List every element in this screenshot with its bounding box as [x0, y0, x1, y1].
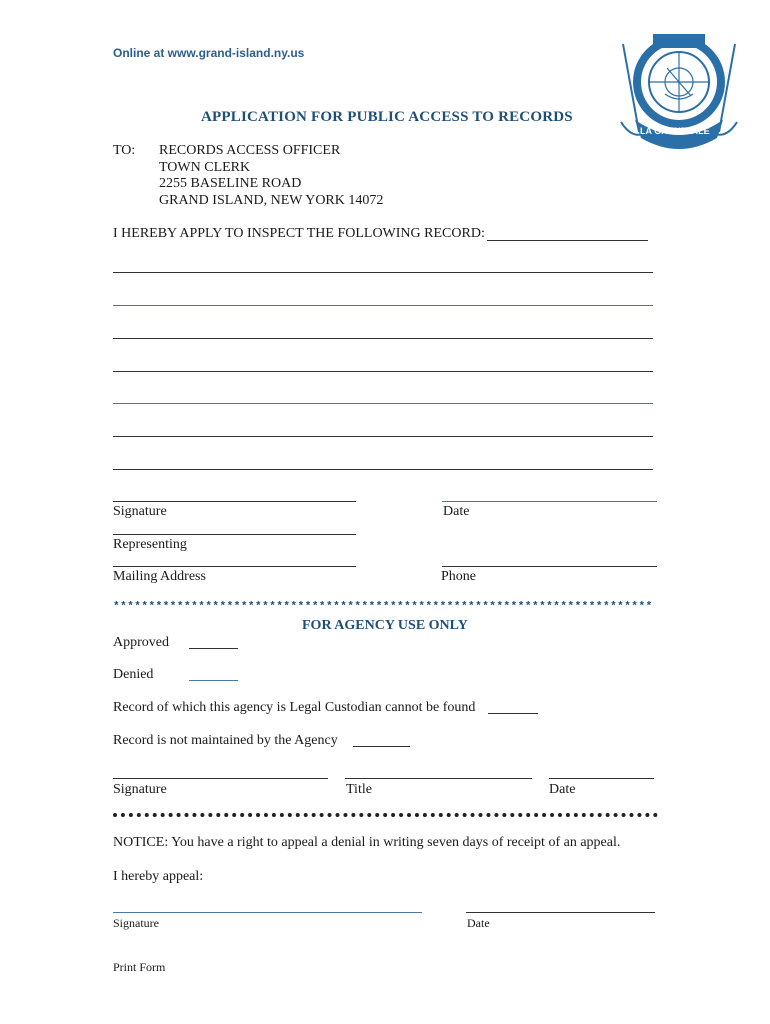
approved-field[interactable]: [189, 648, 238, 649]
star-separator: ****************************************************************************: [113, 601, 653, 613]
seal-motto-text: LA GRANDE ILE: [640, 126, 710, 136]
appeal-signature-field[interactable]: [113, 912, 422, 913]
seal-name-text: GRAND ISLAND: [642, 26, 696, 33]
agency-use-heading: FOR AGENCY USE ONLY: [302, 618, 468, 633]
custodian-not-found-label: Record of which this agency is Legal Custodian cannot be found: [113, 700, 476, 715]
to-label: TO:: [113, 143, 136, 158]
applicant-signature-field[interactable]: [113, 501, 356, 502]
record-description-line-4[interactable]: [113, 371, 653, 372]
agency-date-label: Date: [549, 782, 576, 797]
record-description-line-7[interactable]: [113, 469, 653, 470]
agency-title-field[interactable]: [345, 778, 532, 779]
appeal-date-label: Date: [467, 916, 490, 930]
address-line-2: TOWN CLERK: [159, 160, 251, 175]
phone-label: Phone: [441, 569, 476, 584]
form-title: APPLICATION FOR PUBLIC ACCESS TO RECORDS: [201, 109, 573, 125]
record-description-line-3[interactable]: [113, 338, 653, 339]
dotted-separator: [113, 813, 658, 817]
record-description-line-2[interactable]: [113, 305, 653, 306]
applicant-date-label: Date: [443, 504, 470, 519]
appeal-label: I hereby appeal:: [113, 869, 204, 884]
denied-label: Denied: [113, 667, 154, 682]
record-description-line-5[interactable]: [113, 403, 653, 404]
record-description-line-1[interactable]: [113, 272, 653, 273]
record-description-line-6[interactable]: [113, 436, 653, 437]
print-form-button[interactable]: Print Form: [113, 960, 166, 974]
phone-field[interactable]: [442, 566, 657, 567]
representing-label: Representing: [113, 537, 187, 552]
agency-date-field[interactable]: [549, 778, 654, 779]
not-maintained-field[interactable]: [353, 746, 410, 747]
address-line-1: RECORDS ACCESS OFFICER: [159, 143, 341, 158]
representing-field[interactable]: [113, 534, 356, 535]
agency-title-label: Title: [346, 782, 372, 797]
agency-signature-label: Signature: [113, 782, 167, 797]
not-maintained-label: Record is not maintained by the Agency: [113, 733, 338, 748]
mailing-address-field[interactable]: [113, 566, 356, 567]
appeal-notice: NOTICE: You have a right to appeal a denial in writing seven days of receipt of an appeal.: [113, 835, 621, 850]
approved-label: Approved: [113, 635, 169, 650]
website-link[interactable]: Online at www.grand-island.ny.us: [113, 46, 305, 60]
agency-signature-field[interactable]: [113, 778, 328, 779]
address-line-3: 2255 BASELINE ROAD: [159, 176, 302, 191]
mailing-address-label: Mailing Address: [113, 569, 206, 584]
address-line-4: GRAND ISLAND, NEW YORK 14072: [159, 193, 384, 208]
applicant-date-field[interactable]: [442, 501, 657, 502]
denied-field[interactable]: [189, 680, 238, 681]
applicant-signature-label: Signature: [113, 504, 167, 519]
appeal-signature-label: Signature: [113, 916, 159, 930]
appeal-date-field[interactable]: [466, 912, 655, 913]
apply-statement: I HEREBY APPLY TO INSPECT THE FOLLOWING RECORD:: [113, 226, 485, 241]
custodian-not-found-field[interactable]: [488, 713, 538, 714]
record-name-field[interactable]: [487, 240, 648, 241]
